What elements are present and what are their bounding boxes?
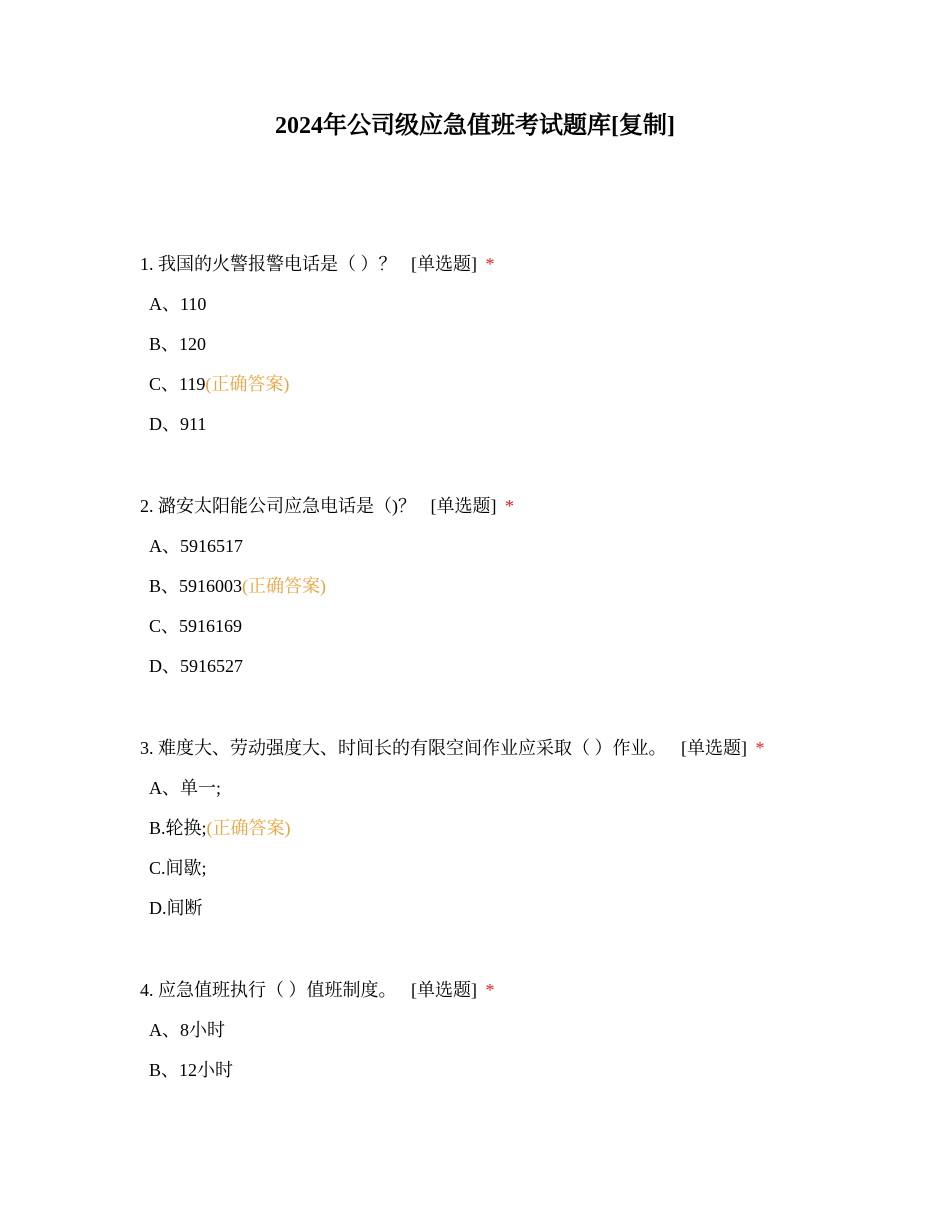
option-b — [149, 572, 920, 612]
question-type: [单选题] — [430, 496, 497, 516]
option-c — [149, 612, 920, 652]
option-d — [149, 410, 920, 450]
option-label: D、5916527 — [149, 656, 243, 676]
question-text: 我国的火警报警电话是（ ）？ — [158, 254, 397, 274]
option-label: C、5916169 — [149, 616, 243, 636]
question-3 — [140, 734, 920, 934]
option-label: A、单一; — [149, 778, 221, 798]
page-title: 2024年公司级应急值班考试题库[复制] — [275, 113, 675, 139]
question-2 — [140, 492, 920, 692]
option-label: A、5916517 — [149, 536, 243, 556]
option-c — [149, 854, 920, 894]
question-type: [单选题] — [411, 254, 477, 274]
question-4 — [140, 976, 920, 1096]
option-d — [149, 652, 920, 692]
option-c — [149, 370, 920, 410]
option-a — [149, 1016, 920, 1056]
option-label: B、120 — [149, 334, 207, 354]
question-number: 1. — [140, 254, 154, 274]
option-label: B.轮换; — [149, 818, 207, 838]
required-mark: * — [485, 254, 495, 274]
required-mark: * — [505, 496, 514, 516]
question-header — [140, 250, 920, 278]
option-label: B、12小时 — [149, 1060, 234, 1080]
option-a — [149, 290, 920, 330]
required-mark: * — [485, 980, 495, 1000]
option-b — [149, 814, 920, 854]
question-number: 3. — [140, 738, 154, 758]
option-list — [140, 290, 920, 450]
correct-answer-tag: (正确答案) — [206, 818, 291, 838]
option-label: D、911 — [149, 414, 207, 434]
option-a — [149, 532, 920, 572]
question-type: [单选题] — [411, 980, 477, 1000]
correct-answer-tag: (正确答案) — [205, 374, 290, 394]
question-header — [140, 734, 920, 762]
option-list — [140, 532, 920, 692]
option-label: B、5916003 — [149, 576, 243, 596]
option-a — [149, 774, 920, 814]
question-text: 应急值班执行（ ）值班制度。 — [158, 980, 397, 1000]
question-type: [单选题] — [681, 738, 747, 758]
question-text: 潞安太阳能公司应急电话是（)？ — [158, 496, 416, 516]
question-number: 4. — [140, 980, 154, 1000]
option-list — [140, 774, 920, 934]
question-text: 难度大、劳动强度大、时间长的有限空间作业应采取（ ）作业。 — [158, 738, 667, 758]
option-d — [149, 894, 920, 934]
option-label: A、8小时 — [149, 1020, 225, 1040]
required-mark: * — [755, 738, 765, 758]
question-header — [140, 492, 920, 520]
option-label: D.间断 — [149, 898, 203, 918]
question-header — [140, 976, 920, 1004]
question-1 — [140, 250, 920, 450]
option-label: C、119 — [149, 374, 206, 394]
correct-answer-tag: (正确答案) — [242, 576, 327, 596]
option-label: C.间歇; — [149, 858, 207, 878]
question-number: 2. — [140, 496, 154, 516]
option-label: A、110 — [149, 294, 207, 314]
option-b — [149, 330, 920, 370]
option-b — [149, 1056, 920, 1096]
option-list — [140, 1016, 920, 1096]
